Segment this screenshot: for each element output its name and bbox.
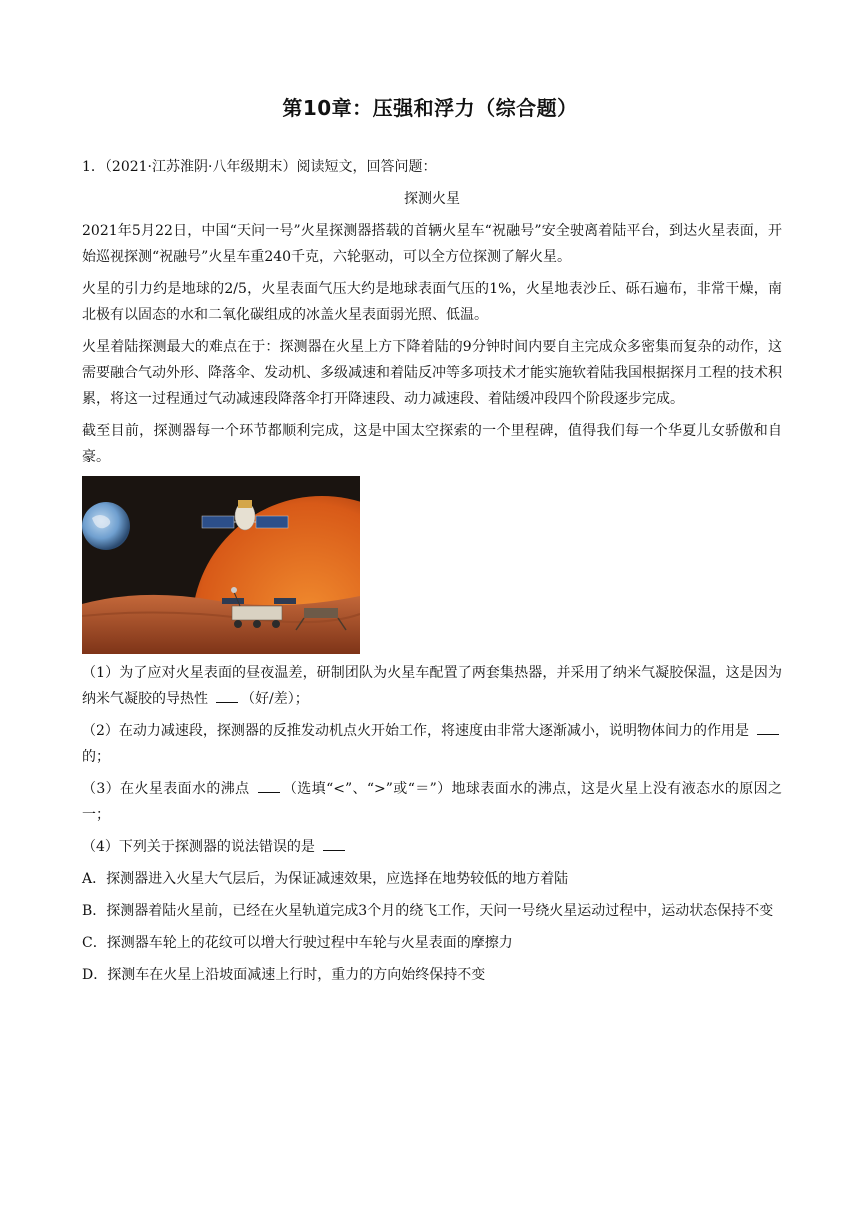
answer-blank-3[interactable] <box>258 778 280 793</box>
option-c: C．探测器车轮上的花纹可以增大行驶过程中车轮与火星表面的摩擦力 <box>82 935 513 951</box>
passage-title: 探测火星 <box>404 191 460 207</box>
sub-question-3: （3）在火星表面水的沸点 （选填“<”、“>”或“＝”）地球表面水的沸点，这是火星上没有液态水的原因之一； <box>82 776 782 828</box>
mars-surface <box>82 595 360 654</box>
option-a: A．探测器进入火星大气层后，为保证减速效果，应选择在地势较低的地方着陆 <box>82 871 569 887</box>
sub-question-2: （2）在动力减速段，探测器的反推发动机点火开始工作，将速度由非常大逐渐减小，说明物体间力的作用是的； <box>82 718 782 770</box>
option-b: B．探测器着陆火星前，已经在火星轨道完成3个月的绕飞工作，天问一号绕火星运动过程中，运动状态保持不变 <box>82 903 774 919</box>
option-d: D．探测车在火星上沿坡面减速上行时，重力的方向始终保持不变 <box>82 967 486 983</box>
passage-paragraph-4: 截至目前，探测器每一个环节都顺利完成，这是中国太空探索的一个里程碑，值得我们每一个华夏儿女骄傲和自豪。 <box>82 423 782 465</box>
document-title: 第10章：压强和浮力（综合题） <box>282 96 578 120</box>
sub-question-1: （1）为了应对火星表面的昼夜温差，研制团队为火星车配置了两套集热器，并采用了纳米气凝胶保温，这是因为纳米气凝胶的导热性 （好/差）； <box>82 665 782 707</box>
question-content <box>82 154 782 994</box>
question-number: 1． <box>82 159 105 175</box>
mars-rover-illustration <box>82 476 360 654</box>
passage-paragraph-3: 火星着陆探测最大的难点在于：探测器在火星上方下降着陆的9分钟时间内要自主完成众多密集而复杂的动作，这需要融合气动外形、降落伞、发动机、多级减速和着陆反冲等多项技术才能实施软着陆我国根据探月工程的技术积累，将这一过程通过气动减速段降落伞打开降速段、动力减速段、着陆缓冲段四个阶段逐步完成。 <box>82 339 782 407</box>
sub-question-4: （4）下列关于探测器的说法错误的是 <box>82 834 782 860</box>
answer-blank-4[interactable] <box>323 836 345 851</box>
passage-paragraph-2: 火星的引力约是地球的2/5，火星表面气压大约是地球表面气压的1%，火星地表沙丘、砾石遍布，非常干燥，南北极有以固态的水和二氧化碳组成的冰盖火星表面弱光照、低温。 <box>82 281 782 323</box>
answer-blank-1[interactable] <box>216 688 238 703</box>
question-source: （2021·江苏淮阴·八年级期末） <box>104 159 297 175</box>
question-header <box>82 154 782 180</box>
question-instruction: 阅读短文，回答问题： <box>296 159 437 175</box>
passage-paragraph-1: 2021年5月22日，中国“天问一号”火星探测器搭载的首辆火星车“祝融号”安全驶离着陆平台，到达火星表面，开始巡视探测“祝融号”火星车重240千克，六轮驱动，可以全方位探测了解火星。 <box>82 223 782 265</box>
answer-blank-2[interactable] <box>757 720 779 735</box>
